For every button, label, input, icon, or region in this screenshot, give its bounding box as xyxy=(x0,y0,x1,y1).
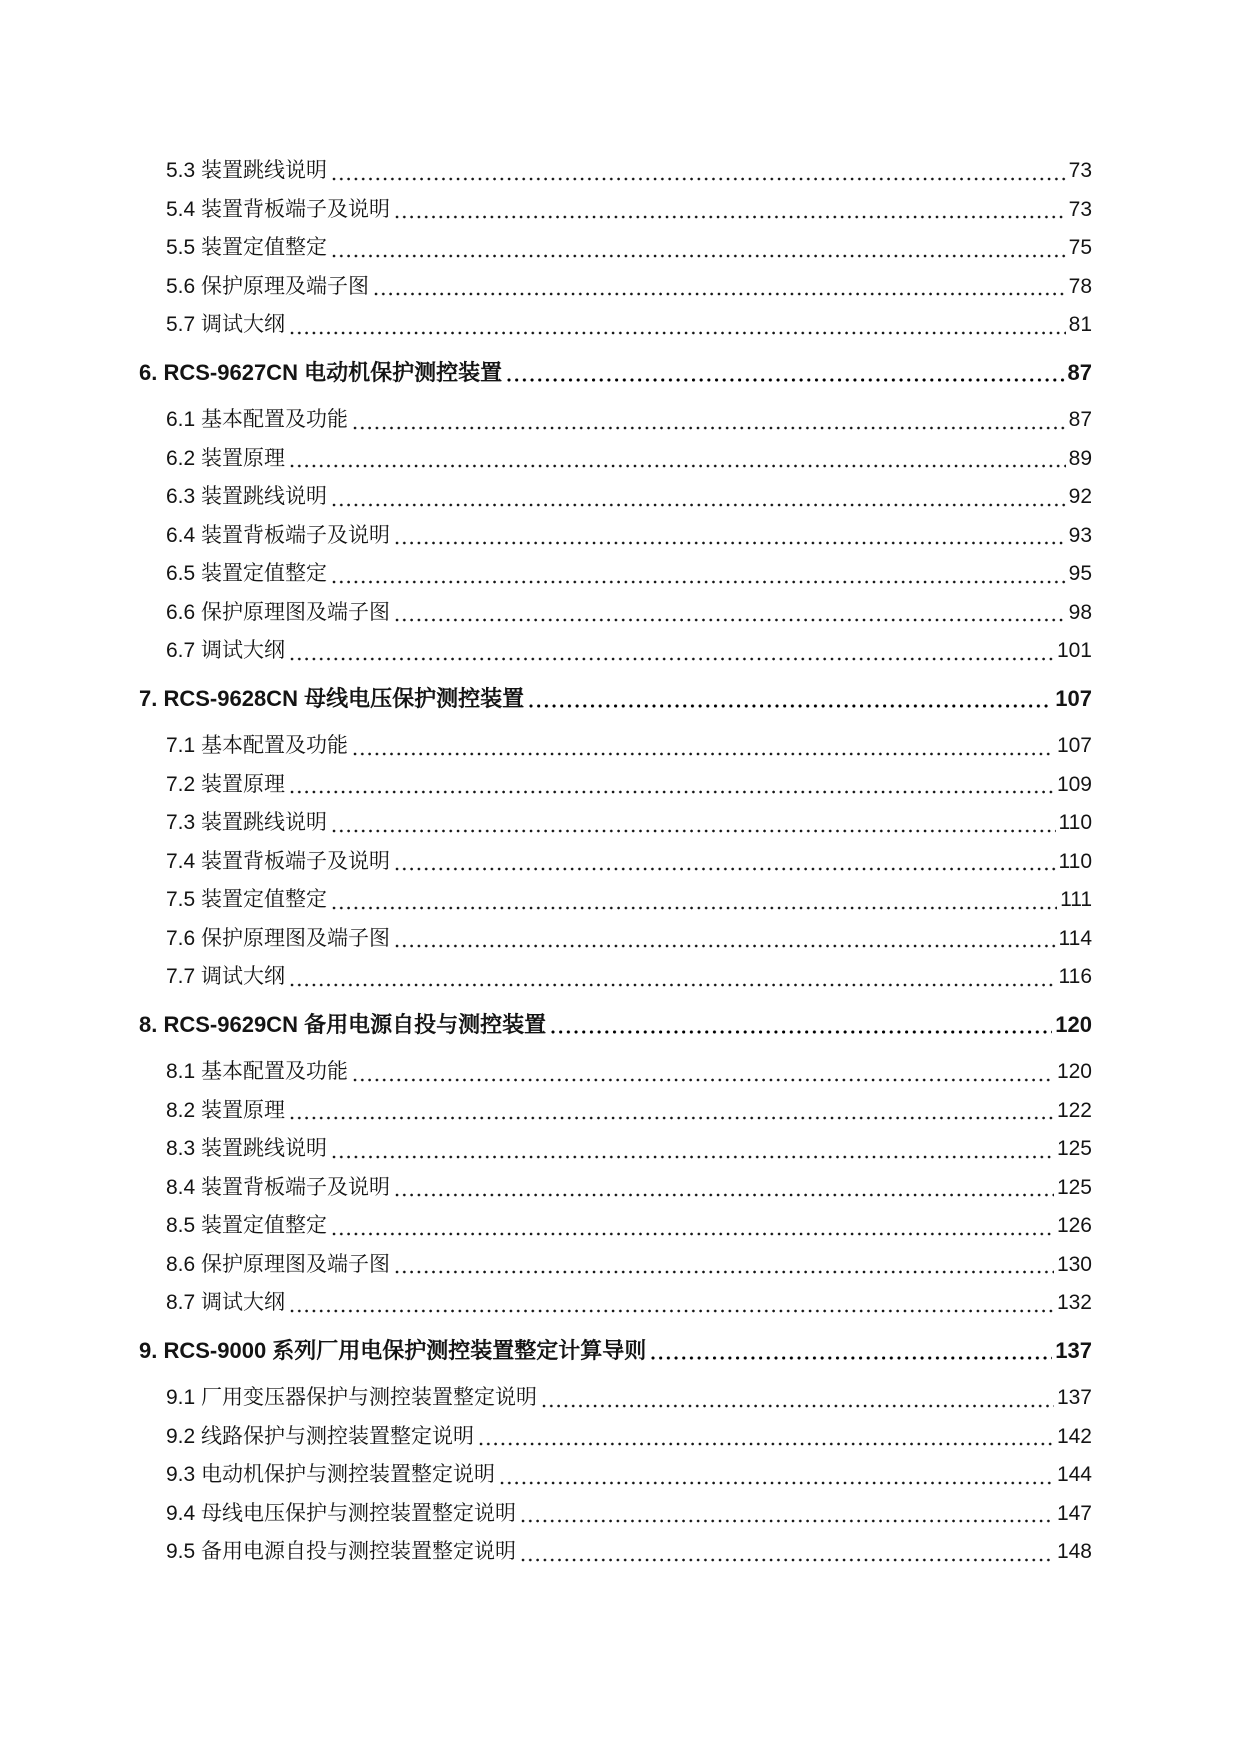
toc-entry xyxy=(139,1207,1092,1246)
toc-entry-label: 9.3 电动机保护与测控装置整定说明 xyxy=(166,1463,496,1486)
toc-entry xyxy=(139,478,1092,517)
toc-entry-label: 9. RCS-9000 系列厂用电保护测控装置整定计算导则 xyxy=(139,1337,647,1363)
toc-entry-page: 148 xyxy=(1056,1540,1092,1563)
toc-entry-page: 73 xyxy=(1068,197,1092,221)
toc-entry-label: 9.1 厂用变压器保护与测控装置整定说明 xyxy=(166,1386,538,1409)
toc-entry-label: 6.3 装置跳线说明 xyxy=(166,485,328,508)
dot-leader xyxy=(507,377,1064,383)
dot-leader xyxy=(290,330,1066,336)
toc-entry-page: 93 xyxy=(1068,523,1092,547)
toc-entry-label: 8.3 装置跳线说明 xyxy=(166,1137,328,1160)
toc-entry-page: 87 xyxy=(1067,359,1092,385)
toc-entry-page: 120 xyxy=(1056,1060,1092,1083)
dot-leader xyxy=(332,253,1066,259)
toc-entry xyxy=(139,229,1092,268)
toc-entry-label: 6.2 装置原理 xyxy=(166,446,286,470)
dot-leader xyxy=(521,1518,1054,1524)
toc-entry-label: 7.4 装置背板端子及说明 xyxy=(166,849,391,873)
toc-entry-page: 122 xyxy=(1056,1098,1092,1122)
toc-entry-label: 8.7 调试大纲 xyxy=(166,1291,286,1314)
toc-entry xyxy=(139,555,1092,594)
toc-entry-label: 6. RCS-9627CN 电动机保护测控装置 xyxy=(139,359,503,385)
toc-entry-label: 9.5 备用电源自投与测控装置整定说明 xyxy=(166,1540,517,1563)
toc-entry-page: 87 xyxy=(1068,408,1092,431)
toc-entry-page: 107 xyxy=(1055,685,1092,711)
dot-leader xyxy=(332,1231,1054,1237)
toc-entry-label: 7.3 装置跳线说明 xyxy=(166,811,328,834)
toc-entry-page: 107 xyxy=(1056,734,1092,757)
toc-entry-label: 7.7 调试大纲 xyxy=(166,965,286,988)
dot-leader xyxy=(332,579,1066,585)
toc-entry xyxy=(139,1130,1092,1169)
dot-leader xyxy=(353,425,1066,431)
toc-entry-page: 130 xyxy=(1056,1252,1092,1276)
toc-entry xyxy=(139,804,1092,843)
toc-entry-page: 110 xyxy=(1058,849,1092,873)
toc-entry-label: 5.3 装置跳线说明 xyxy=(166,159,328,182)
toc-entry-page: 78 xyxy=(1068,274,1092,298)
toc-entry-label: 6.1 基本配置及功能 xyxy=(166,408,349,431)
toc-entry xyxy=(139,440,1092,479)
toc-entry-page: 147 xyxy=(1056,1501,1092,1525)
toc-entry-label: 6.4 装置背板端子及说明 xyxy=(166,523,391,547)
toc-section-heading xyxy=(139,354,1092,393)
dot-leader xyxy=(395,1269,1054,1275)
toc-entry-page: 116 xyxy=(1058,965,1092,988)
toc-entry xyxy=(139,1246,1092,1285)
toc-entry-label: 6.7 调试大纲 xyxy=(166,639,286,662)
dot-leader xyxy=(479,1441,1054,1447)
toc-entry xyxy=(139,191,1092,230)
toc-entry-label: 7. RCS-9628CN 母线电压保护测控装置 xyxy=(139,685,525,711)
toc-entry-label: 8.6 保护原理图及端子图 xyxy=(166,1252,391,1276)
toc-entry xyxy=(139,268,1092,307)
toc-entry-page: 98 xyxy=(1068,600,1092,624)
dot-leader xyxy=(353,751,1054,757)
toc-entry xyxy=(139,1053,1092,1092)
dot-leader xyxy=(374,291,1066,297)
dot-leader xyxy=(551,1029,1052,1035)
toc-entry-label: 8. RCS-9629CN 备用电源自投与测控装置 xyxy=(139,1011,547,1037)
dot-leader xyxy=(395,943,1055,949)
toc-entry xyxy=(139,594,1092,633)
toc-entry xyxy=(139,1379,1092,1418)
dot-leader xyxy=(290,463,1066,469)
toc-entry xyxy=(139,958,1092,997)
toc-entry-page: 81 xyxy=(1068,313,1092,336)
toc-entry-label: 8.2 装置原理 xyxy=(166,1098,286,1122)
toc-entry-label: 5.4 装置背板端子及说明 xyxy=(166,197,391,221)
toc-section-heading xyxy=(139,1332,1092,1371)
toc-entry-label: 5.7 调试大纲 xyxy=(166,313,286,336)
toc-entry xyxy=(139,843,1092,882)
toc-entry-page: 126 xyxy=(1056,1214,1092,1237)
toc-entry xyxy=(139,401,1092,440)
dot-leader xyxy=(395,214,1066,220)
toc-entry-page: 137 xyxy=(1056,1386,1092,1409)
toc-section-heading xyxy=(139,680,1092,719)
toc-entry xyxy=(139,920,1092,959)
dot-leader xyxy=(332,176,1066,182)
dot-leader xyxy=(332,905,1057,911)
toc-entry-page: 125 xyxy=(1056,1137,1092,1160)
toc-entry-page: 89 xyxy=(1068,446,1092,470)
toc-entry xyxy=(139,152,1092,191)
toc-entry-page: 73 xyxy=(1068,159,1092,182)
toc-entry-page: 101 xyxy=(1056,639,1092,662)
toc-entry-page: 95 xyxy=(1068,562,1092,585)
dot-leader xyxy=(332,1154,1054,1160)
toc-entry-page: 144 xyxy=(1056,1463,1092,1486)
toc-entry xyxy=(139,1456,1092,1495)
dot-leader xyxy=(290,656,1054,662)
toc-entry-page: 142 xyxy=(1056,1424,1092,1448)
toc-entry-label: 8.4 装置背板端子及说明 xyxy=(166,1175,391,1199)
toc-entry xyxy=(139,306,1092,345)
toc-entry-page: 111 xyxy=(1060,888,1092,911)
toc-entry xyxy=(139,1533,1092,1572)
toc-entry-label: 9.4 母线电压保护与测控装置整定说明 xyxy=(166,1501,517,1525)
toc-entry-page: 109 xyxy=(1056,772,1092,796)
dot-leader xyxy=(500,1480,1054,1486)
toc-entry-page: 110 xyxy=(1058,811,1092,834)
toc-entry xyxy=(139,632,1092,671)
toc-entry-label: 5.6 保护原理及端子图 xyxy=(166,274,370,298)
dot-leader xyxy=(395,1192,1054,1198)
toc-entry xyxy=(139,1169,1092,1208)
toc-entry xyxy=(139,881,1092,920)
toc-entry xyxy=(139,517,1092,556)
toc-section-heading xyxy=(139,1006,1092,1045)
toc-entry xyxy=(139,1284,1092,1323)
dot-leader xyxy=(542,1403,1054,1409)
toc-entry-label: 8.1 基本配置及功能 xyxy=(166,1060,349,1083)
toc-list xyxy=(139,152,1092,1572)
dot-leader xyxy=(290,1308,1054,1314)
dot-leader xyxy=(290,789,1054,795)
toc-entry-label: 9.2 线路保护与测控装置整定说明 xyxy=(166,1424,475,1448)
toc-entry-label: 7.6 保护原理图及端子图 xyxy=(166,926,391,950)
toc-entry xyxy=(139,1495,1092,1534)
toc-entry xyxy=(139,1418,1092,1457)
toc-entry-label: 6.5 装置定值整定 xyxy=(166,562,328,585)
toc-entry-page: 92 xyxy=(1068,485,1092,508)
toc-entry xyxy=(139,1092,1092,1131)
toc-entry-page: 132 xyxy=(1056,1291,1092,1314)
dot-leader xyxy=(521,1557,1054,1563)
toc-entry-page: 137 xyxy=(1055,1337,1092,1363)
toc-entry-label: 6.6 保护原理图及端子图 xyxy=(166,600,391,624)
toc-entry-label: 8.5 装置定值整定 xyxy=(166,1214,328,1237)
toc-entry xyxy=(139,727,1092,766)
dot-leader xyxy=(395,866,1055,872)
toc-entry-label: 5.5 装置定值整定 xyxy=(166,236,328,259)
toc-entry-label: 7.2 装置原理 xyxy=(166,772,286,796)
dot-leader xyxy=(529,703,1052,709)
toc-entry xyxy=(139,766,1092,805)
toc-entry-page: 120 xyxy=(1055,1011,1092,1037)
dot-leader xyxy=(332,828,1055,834)
dot-leader xyxy=(290,982,1055,988)
toc-entry-label: 7.5 装置定值整定 xyxy=(166,888,328,911)
dot-leader xyxy=(651,1355,1052,1361)
dot-leader xyxy=(332,502,1066,508)
toc-entry-page: 75 xyxy=(1068,236,1092,259)
dot-leader xyxy=(395,540,1066,546)
toc-entry-label: 7.1 基本配置及功能 xyxy=(166,734,349,757)
dot-leader xyxy=(353,1077,1054,1083)
dot-leader xyxy=(395,617,1066,623)
toc-entry-page: 125 xyxy=(1056,1175,1092,1199)
dot-leader xyxy=(290,1115,1054,1121)
toc-entry-page: 114 xyxy=(1058,926,1092,950)
